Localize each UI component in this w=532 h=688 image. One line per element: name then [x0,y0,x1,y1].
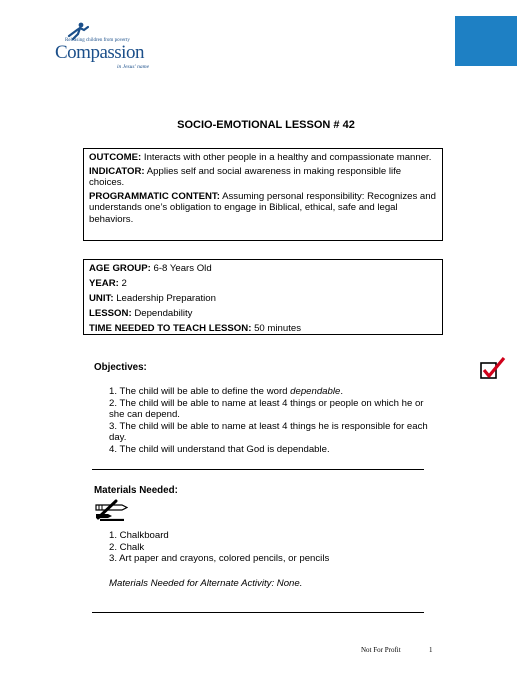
outcome-text: Interacts with other people in a healthy and compassionate manner. [143,152,432,163]
indicator-label: INDICATOR: [89,165,145,177]
objective-item: 2. The child will be able to name at least 4 things or people on which he or she can depend. [109,397,424,421]
program-label: PROGRAMMATIC CONTENT: [89,190,220,202]
age-label: AGE GROUP: [89,263,151,274]
logo-tagline: Releasing children from poverty [65,38,130,43]
year-value: 2 [121,277,127,289]
program-line [89,191,437,226]
divider [92,612,424,613]
blue-accent-block [455,16,517,66]
objective-1-end: . [340,386,343,397]
objectives-heading: Objectives: [94,362,147,373]
footer-note: Not For Profit [361,646,401,654]
outcome-box [83,148,443,241]
compassion-logo [55,22,175,70]
time-line [89,323,437,335]
age-line [89,263,437,275]
material-item: 1. Chalkboard [109,530,169,541]
materials-heading: Materials Needed: [94,485,178,496]
outcome-label: OUTCOME: [89,152,142,163]
objective-item: 4. The child will understand that God is dependable. [109,443,330,455]
divider [92,469,424,470]
year-label: YEAR: [89,277,119,289]
logo-subline: in Jesus' name [117,64,150,70]
lesson-line [89,308,437,320]
logo-wordmark: Compassion [55,42,144,63]
time-value: 50 minutes [254,322,302,334]
indicator-text: Applies self and social awareness in making responsible life choices. [89,165,402,188]
program-text: Assuming personal responsibility: Recognizes and understands one’s obligation to engage in Biblical, ethical, safe and legal behaviors. [89,190,436,225]
indicator-line [89,166,437,189]
objectives-list [109,386,429,456]
objective-item: 3. The child will be able to name at least 4 things he is responsible for each day. [109,420,428,444]
outcome-line [89,152,437,164]
unit-value: Leadership Preparation [116,292,216,304]
page-number: 1 [429,646,433,654]
page-title: SOCIO-EMOTIONAL LESSON # 42 [177,119,355,131]
material-item: 2. Chalk [109,541,145,553]
lesson-label: LESSON: [89,307,132,319]
pencil-crayon-icon [94,499,128,521]
time-label: TIME NEEDED TO TEACH LESSON: [89,322,252,334]
materials-list [109,530,439,565]
unit-line [89,293,437,305]
unit-label: UNIT: [89,292,114,304]
lesson-value: Dependability [134,307,193,319]
objective-1-emphasis: dependable [290,386,341,397]
age-value: 6-8 Years Old [153,263,212,274]
lesson-info-box [83,259,443,335]
alternate-materials-note: Materials Needed for Alternate Activity: None. [109,578,303,589]
objective-1-text: 1. The child will be able to define the word [109,386,291,397]
material-item: 3. Art paper and crayons, colored pencils, or pencils [109,553,330,565]
year-line [89,278,437,290]
objective-item [109,386,429,398]
checkbox-check-icon [480,357,506,381]
